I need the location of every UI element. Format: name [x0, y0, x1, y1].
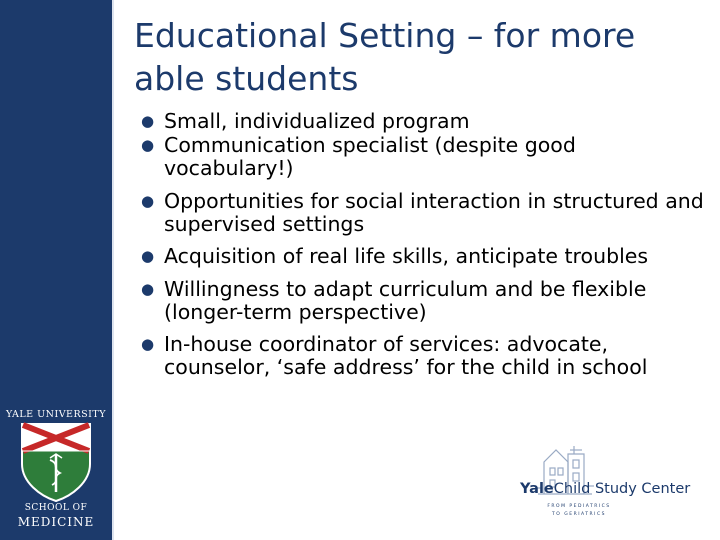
bullet-item — [138, 190, 708, 236]
bullet-dot-icon: ● — [141, 112, 155, 130]
bullet-text: Willingness to adapt curriculum and be flexible (longer-term perspective) — [164, 276, 647, 324]
bullet-dot-icon: ● — [141, 136, 155, 154]
bullet-text: In-house coordinator of services: advocate, counselor, ‘safe address’ for the child in school — [164, 332, 648, 379]
bullet-text: Acquisition of real life skills, anticipate troubles — [164, 244, 649, 268]
bullet-text: Opportunities for social interaction in structured and supervised settings — [164, 188, 704, 236]
bullet-item — [138, 245, 708, 268]
bullet-item — [138, 333, 708, 379]
logo-tagline: FROM PEDIATRICS TO GERIATRICS — [547, 504, 611, 517]
logo-wordmark — [520, 481, 712, 497]
sidebar-divider — [112, 0, 114, 540]
bullet-text: Small, individualized program — [164, 109, 470, 133]
logo-yale-text: Yale — [520, 481, 554, 497]
school-of-label: SCHOOL OF — [24, 503, 88, 513]
medicine-label: MEDICINE — [17, 515, 95, 529]
bullet-dot-icon: ● — [141, 191, 155, 210]
slide-title: Educational Setting – for more able students — [134, 16, 636, 98]
bullet-item — [138, 278, 708, 324]
yale-medicine-shield-icon — [20, 422, 92, 502]
yale-child-study-center-logo — [520, 440, 712, 524]
bullet-list — [138, 110, 708, 389]
bullet-text: Communication specialist (despite good vocabulary!) — [164, 133, 576, 180]
bullet-item — [138, 110, 708, 133]
logo-center-text: Child Study Center — [553, 481, 691, 497]
bullet-dot-icon: ● — [141, 335, 155, 353]
bullet-dot-icon: ● — [141, 247, 155, 265]
bullet-dot-icon: ● — [141, 279, 155, 298]
bullet-item — [138, 134, 708, 180]
university-name: YALE UNIVERSITY — [5, 409, 107, 420]
